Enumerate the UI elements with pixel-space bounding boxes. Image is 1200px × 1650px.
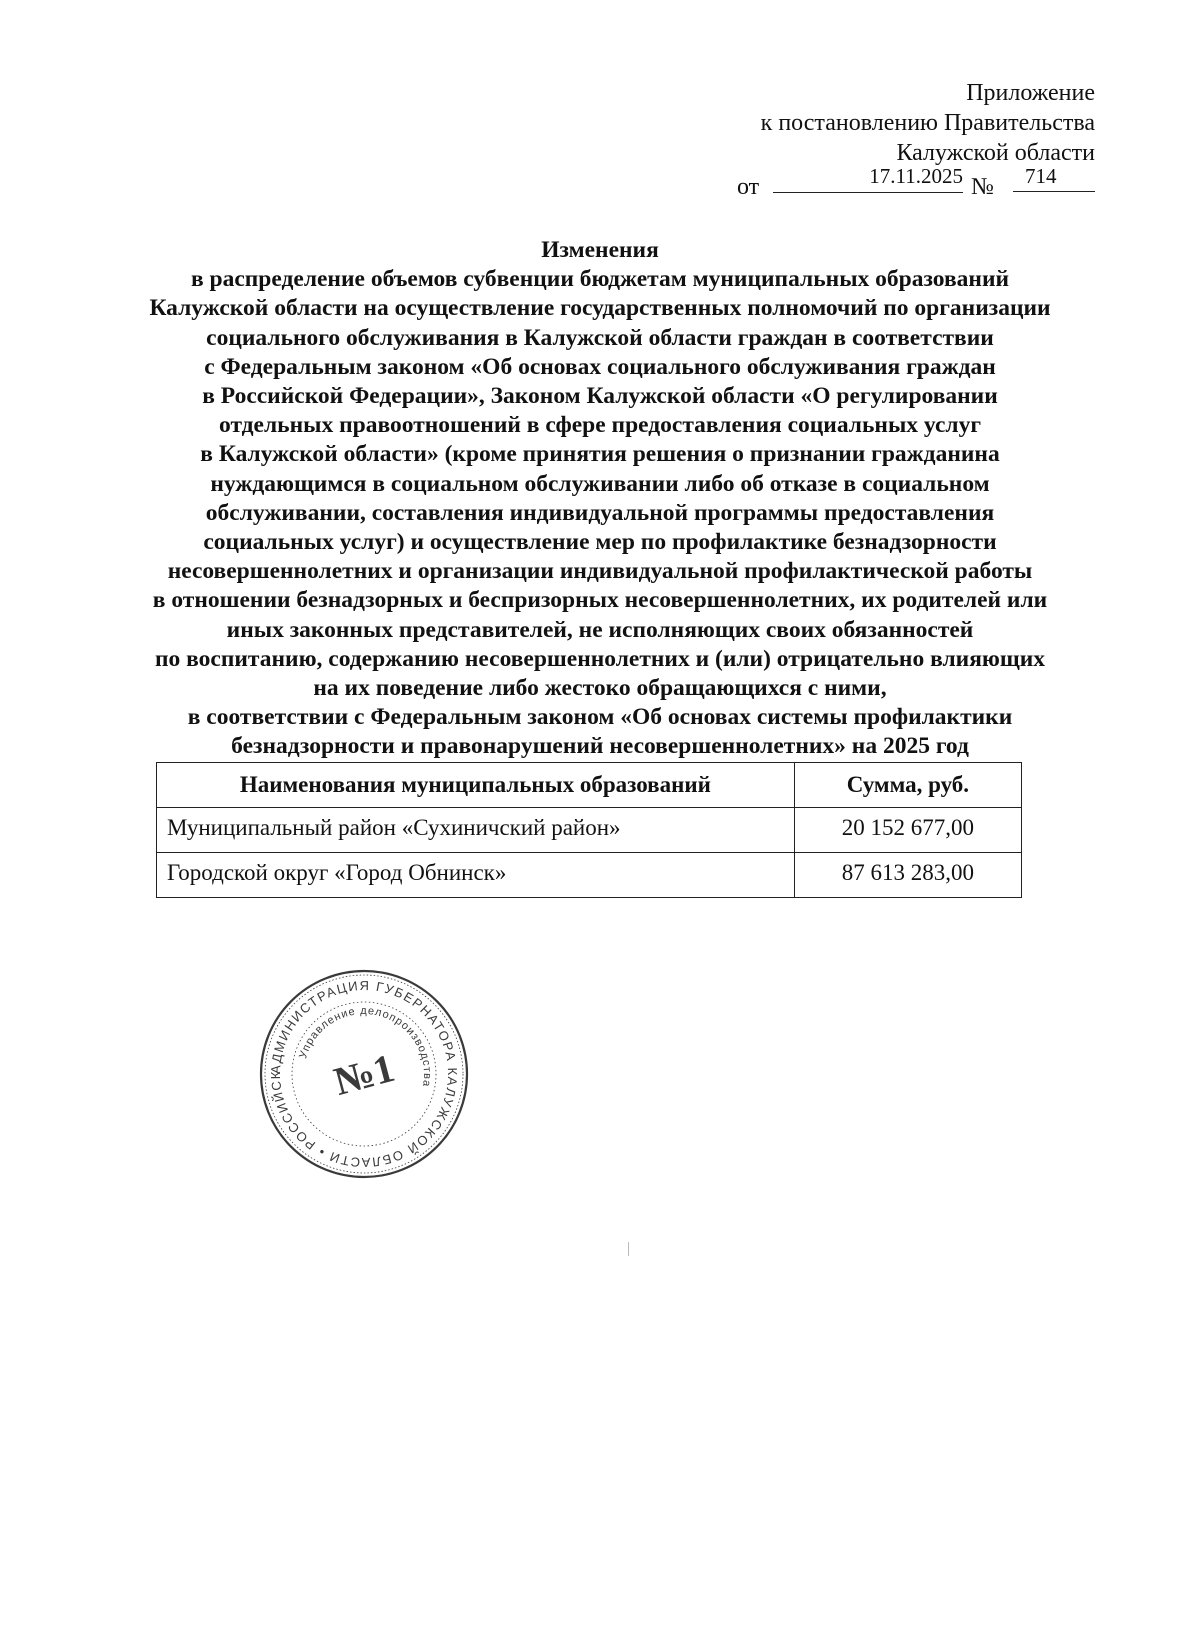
appendix-header	[675, 78, 1095, 168]
title-line: в Калужской области» (кроме принятия решения о признании гражданина	[200, 441, 1000, 468]
title-line: нуждающимся в социальном обслуживании либо об отказе в социальном	[210, 470, 990, 497]
decree-date-number	[737, 164, 1097, 198]
title-line: несовершеннолетних и организации индивидуальной профилактической работы	[167, 558, 1033, 585]
number-prefix: №	[971, 174, 994, 200]
table-header-row	[157, 763, 1022, 808]
municipality-sum: 87 613 283,00	[794, 853, 1021, 898]
title-line: в распределение объемов субвенции бюджетам муниципальных образований	[190, 266, 1010, 293]
date-prefix: от	[737, 174, 760, 200]
table-row	[157, 853, 1022, 898]
title-line: в соответствии с Федеральным законом «Об основах системы профилактики	[187, 704, 1013, 731]
decree-date: 17.11.2025	[773, 164, 963, 193]
appendix-decree-ref: к постановлению Правительства	[760, 110, 1095, 136]
table-row	[157, 808, 1022, 853]
title-line: по воспитанию, содержанию несовершеннолетних и (или) отрицательно влияющих	[154, 645, 1046, 672]
municipality-name: Муниципальный район «Сухиничский район»	[157, 808, 795, 853]
title-line: обслуживании, составления индивидуальной программы предоставления	[205, 499, 995, 526]
title-line: в Российской Федерации», Законом Калужской области «О регулировании	[202, 383, 998, 410]
title-line: иных законных представителей, не исполняющих своих обязанностей	[226, 616, 974, 643]
appendix-label: Приложение	[966, 80, 1095, 106]
distribution-table-wrap	[156, 762, 1022, 898]
seal-outer-text: АДМИНИСТРАЦИЯ ГУБЕРНАТОРА КАЛУЖСКОЙ ОБЛАСТИ • РОССИЙСК	[267, 977, 461, 1171]
title-heading: Изменения	[541, 237, 659, 263]
title-line: социальных услуг) и осуществление мер по профилактике безнадзорности	[203, 529, 997, 556]
seal-icon	[258, 968, 470, 1180]
header-sum: Сумма, руб.	[794, 763, 1021, 808]
title-line: на их поведение либо жестоко обращающихся с ними,	[313, 675, 887, 702]
title-line: с Федеральным законом «Об основах социального обслуживания граждан	[204, 353, 996, 380]
title-line: в отношении безнадзорных и беспризорных несовершеннолетних, их родителей или	[152, 587, 1048, 614]
decree-number: 714	[1013, 164, 1095, 192]
title-line: отдельных правоотношений в сфере предоставления социальных услуг	[219, 412, 981, 439]
document-title	[110, 236, 1090, 762]
appendix-region: Калужской области	[896, 140, 1095, 166]
distribution-table	[156, 762, 1022, 898]
municipality-sum: 20 152 677,00	[794, 808, 1021, 853]
seal-center-number: №1	[329, 1044, 400, 1105]
title-line: Калужской области на осуществление государственных полномочий по организации	[149, 295, 1051, 322]
seal-inner-text: Управление делопроизводства	[297, 1004, 434, 1089]
municipality-name: Городской округ «Город Обнинск»	[157, 853, 795, 898]
scan-artifact	[628, 1242, 629, 1256]
title-line: социального обслуживания в Калужской области граждан в соответствии	[206, 324, 994, 351]
header-municipality: Наименования муниципальных образований	[157, 763, 795, 808]
title-line: безнадзорности и правонарушений несовершеннолетних» на 2025 год	[231, 733, 969, 760]
official-seal	[258, 968, 470, 1180]
